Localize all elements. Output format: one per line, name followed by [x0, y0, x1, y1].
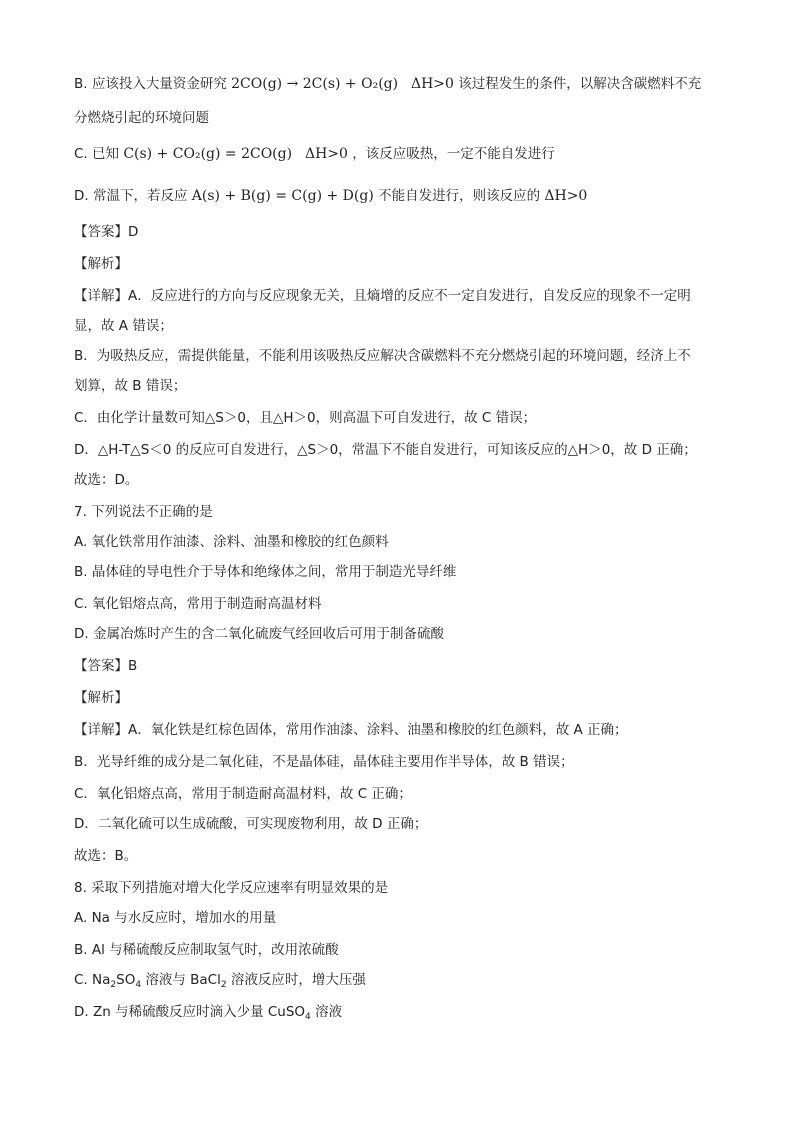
- answer-value: D: [128, 224, 139, 240]
- q6-detail-b-line1: B．为吸热反应，需提供能量，不能利用该吸热反应解决含碳燃料不充分燃烧引起的环境问题，经济上不: [74, 348, 691, 364]
- q6-detail-a-line1: [74, 286, 691, 306]
- option-text: SO: [116, 972, 136, 988]
- option-text: 溶液反应时，增大压强: [226, 972, 366, 988]
- q7-detail-a: [74, 720, 628, 740]
- option-6b-line2: 分燃烧引起的环境问题: [74, 110, 209, 126]
- answer-value: B: [128, 658, 138, 674]
- subscript: 2: [110, 980, 117, 990]
- q6-detail-a-line2: 显，故 A 错误；: [74, 318, 173, 334]
- option-text: C. 已知: [74, 146, 120, 162]
- q7-detail-d: D．二氧化硫可以生成硫酸，可实现废物利用，故 D 正确；: [74, 816, 428, 832]
- detail-text: A．反应进行的方向与反应现象无关，且熵增的反应不一定自发进行，自发反应的现象不一定明: [128, 288, 691, 304]
- q7-option-d: D. 金属冶炼时产生的含二氧化硫废气经回收后可用于制备硫酸: [74, 626, 444, 642]
- q6-choose: 故选：D。: [74, 472, 139, 488]
- enthalpy-condition: ΔH>0: [544, 188, 588, 204]
- option-text: D. Zn 与稀硫酸反应时滴入少量 CuSO: [74, 1004, 306, 1020]
- q6-detail-d: D．△H-T△S＜0 的反应可自发进行，△S＞0，常温下不能自发进行，可知该反应的△H＞0，故 D 正确；: [74, 442, 697, 458]
- answer-label: 【答案】: [74, 224, 128, 240]
- q8-option-b: B. Al 与稀硫酸反应制取氢气时，改用浓硫酸: [74, 942, 339, 958]
- option-text: D. 常温下，若反应: [74, 188, 188, 204]
- subscript: 4: [135, 980, 142, 990]
- q7-detail-c: C．氧化铝熔点高，常用于制造耐高温材料，故 C 正确；: [74, 786, 412, 802]
- detail-label: 【详解】: [74, 722, 128, 738]
- option-text: ，该反应吸热，一定不能自发进行: [352, 146, 555, 162]
- chemical-equation: A(s) + B(g) = C(g) + D(g): [191, 188, 374, 204]
- option-text: C. Na: [74, 972, 111, 988]
- option-text: 溶液与 BaCl: [141, 972, 221, 988]
- q6-detail-c: C．由化学计量数可知△S＞0，且△H＞0，则高温下可自发进行，故 C 错误；: [74, 410, 537, 426]
- enthalpy-condition: ΔH>0: [410, 76, 454, 92]
- q8-option-a: A. Na 与水反应时，增加水的用量: [74, 910, 277, 926]
- q7-option-c: C. 氧化铝熔点高，常用于制造耐高温材料: [74, 596, 322, 612]
- option-text: 不能自发进行，则该反应的: [378, 188, 541, 204]
- option-text: 溶液: [310, 1004, 343, 1020]
- q8-stem: 8. 采取下列措施对增大化学反应速率有明显效果的是: [74, 880, 389, 896]
- chemical-equation: C(s) + CO₂(g) = 2CO(g): [123, 146, 293, 162]
- q7-choose: 故选：B。: [74, 848, 138, 864]
- option-6c: [74, 144, 555, 164]
- detail-label: 【详解】: [74, 288, 128, 304]
- q8-option-d: [74, 1002, 342, 1022]
- q7-analysis-label: 【解析】: [74, 690, 128, 706]
- detail-text: A．氧化铁是红棕色固体，常用作油漆、涂料、油墨和橡胶的红色颜料，故 A 正确；: [128, 722, 628, 738]
- chemical-equation: 2CO(g) → 2C(s) + O₂(g): [231, 76, 399, 92]
- option-6b-line1: [74, 74, 701, 94]
- q8-option-c: [74, 970, 366, 990]
- q6-analysis-label: 【解析】: [74, 256, 128, 272]
- option-text: 该过程发生的条件，以解决含碳燃料不充: [458, 76, 702, 92]
- q6-detail-b-line2: 划算，故 B 错误；: [74, 378, 187, 394]
- q7-stem: 7. 下列说法不正确的是: [74, 504, 213, 520]
- option-text: B. 应该投入大量资金研究: [74, 76, 227, 92]
- q7-option-b: B. 晶体硅的导电性介于导体和绝缘体之间，常用于制造光导纤维: [74, 564, 457, 580]
- q7-detail-b: B．光导纤维的成分是二氧化硅，不是晶体硅，晶体硅主要用作半导体，故 B 错误；: [74, 754, 574, 770]
- q6-answer: [74, 222, 138, 242]
- q7-option-a: A. 氧化铁常用作油漆、涂料、油墨和橡胶的红色颜料: [74, 534, 389, 550]
- subscript: 4: [305, 1012, 311, 1022]
- option-6d: [74, 186, 587, 206]
- enthalpy-condition: ΔH>0: [304, 146, 348, 162]
- q7-answer: [74, 656, 137, 676]
- answer-label: 【答案】: [74, 658, 128, 674]
- subscript: 2: [220, 980, 227, 990]
